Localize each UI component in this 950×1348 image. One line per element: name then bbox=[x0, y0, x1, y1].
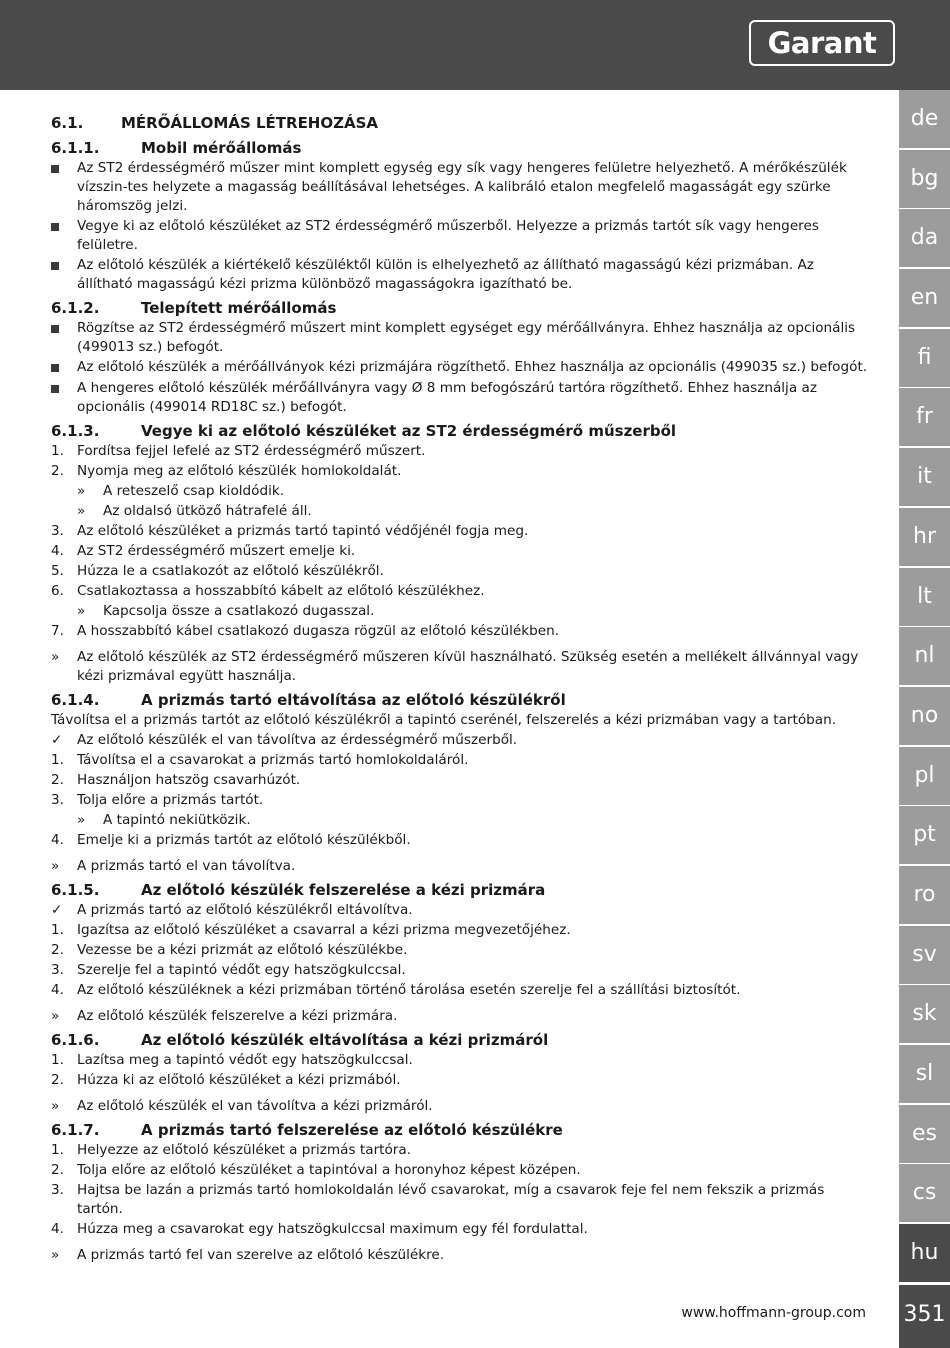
step-text: Húzza le a csatlakozót az előtoló készülékről. bbox=[77, 563, 384, 579]
subsection-title: Az előtoló készülék felszerelése a kézi prizmára bbox=[141, 881, 546, 899]
section-number: 6.1. bbox=[51, 114, 84, 132]
subsection-number: 6.1.3. bbox=[51, 422, 100, 440]
step-text: Használjon hatszög csavarhúzót. bbox=[77, 772, 301, 788]
lang-tab-da[interactable]: da bbox=[899, 209, 950, 267]
lang-tab-hr[interactable]: hr bbox=[899, 508, 950, 566]
step-number: 1. bbox=[51, 752, 64, 768]
section-title: MÉRŐÁLLOMÁS LÉTREHOZÁSA bbox=[121, 114, 379, 132]
final-result bbox=[51, 857, 871, 876]
page-number: 351 bbox=[899, 1285, 950, 1348]
bullet-square-icon bbox=[51, 319, 77, 357]
final-result bbox=[51, 1007, 871, 1026]
step-text: Hajtsa be lazán a prizmás tartó homlokoldalán lévő csavarokat, míg a csavarok feje fel nem fekszik a prizmás tartón. bbox=[77, 1182, 825, 1217]
step-item bbox=[51, 1141, 871, 1160]
step-number: 3. bbox=[51, 1182, 64, 1198]
bullet-text: Az ST2 érdességmérő műszer mint komplett egység egy sík vagy hengeres felületre helyezhető. A mérőkészülék vízszin-tes helyzete a magasság beállításával lehetséges. A kalibráló etalon megfelelő magasságát egy szürke háromszög jelzi. bbox=[77, 160, 847, 214]
step-item bbox=[51, 791, 871, 810]
step-number: 4. bbox=[51, 543, 64, 559]
step-text: Fordítsa fejjel lefelé az ST2 érdességmérő műszert. bbox=[77, 443, 426, 459]
step-item bbox=[51, 542, 871, 561]
step-item bbox=[51, 831, 871, 850]
step-item bbox=[51, 622, 871, 641]
result-marker-icon: » bbox=[51, 858, 60, 874]
step-text: Igazítsa az előtoló készüléket a csavarral a kézi prizma megvezetőjéhez. bbox=[77, 922, 571, 938]
subsection-heading bbox=[51, 422, 871, 441]
bullet-item bbox=[51, 319, 871, 357]
step-number: 2. bbox=[51, 1162, 64, 1178]
step-text: Húzza ki az előtoló készüléket a kézi prizmából. bbox=[77, 1072, 401, 1088]
lang-tab-en[interactable]: en bbox=[899, 269, 950, 327]
subsection-heading bbox=[51, 691, 871, 710]
step-text: Húzza meg a csavarokat egy hatszögkulccsal maximum egy fél fordulattal. bbox=[77, 1221, 588, 1237]
step-item bbox=[51, 1181, 871, 1219]
document-body bbox=[51, 114, 871, 1266]
step-item bbox=[51, 751, 871, 770]
step-text: Szerelje fel a tapintó védőt egy hatszögkulccsal. bbox=[77, 962, 406, 978]
step-text: Nyomja meg az előtoló készülék homlokoldalát. bbox=[77, 463, 402, 479]
bullet-item bbox=[51, 256, 871, 294]
step-text: Az előtoló készüléknek a kézi prizmában történő tárolása esetén szerelje fel a szállítási biztosítót. bbox=[77, 982, 741, 998]
final-result bbox=[51, 1097, 871, 1116]
page-header bbox=[0, 0, 950, 90]
step-number: 4. bbox=[51, 982, 64, 998]
bullet-square-icon bbox=[51, 217, 77, 255]
final-result bbox=[51, 1246, 871, 1265]
bullet-square-icon bbox=[51, 379, 77, 417]
subsection-number: 6.1.7. bbox=[51, 1121, 100, 1139]
subsection-number: 6.1.5. bbox=[51, 881, 100, 899]
step-number: 7. bbox=[51, 623, 64, 639]
lang-tab-es[interactable]: es bbox=[899, 1105, 950, 1163]
bullet-item bbox=[51, 379, 871, 417]
step-number: 1. bbox=[51, 922, 64, 938]
subsection-number: 6.1.6. bbox=[51, 1031, 100, 1049]
lang-tab-sk[interactable]: sk bbox=[899, 985, 950, 1043]
step-text: Csatlakoztassa a hosszabbító kábelt az előtoló készülékhez. bbox=[77, 583, 485, 599]
bullet-item bbox=[51, 358, 871, 378]
step-number: 6. bbox=[51, 583, 64, 599]
lang-tab-bg[interactable]: bg bbox=[899, 150, 950, 208]
step-result bbox=[77, 602, 871, 621]
subsection-heading bbox=[51, 881, 871, 900]
lang-tab-nl[interactable]: nl bbox=[899, 627, 950, 685]
step-text: Vezesse be a kézi prizmát az előtoló készülékbe. bbox=[77, 942, 408, 958]
footer-url[interactable]: www.hoffmann-group.com bbox=[681, 1305, 866, 1321]
step-text: Az ST2 érdességmérő műszert emelje ki. bbox=[77, 543, 356, 559]
subsection-title: A prizmás tartó felszerelése az előtoló készülékre bbox=[141, 1121, 563, 1139]
step-item bbox=[51, 981, 871, 1000]
lang-tab-fi[interactable]: fi bbox=[899, 329, 950, 387]
subsection-title: Az előtoló készülék eltávolítása a kézi prizmáról bbox=[141, 1031, 549, 1049]
precondition bbox=[51, 731, 871, 750]
bullet-text: A hengeres előtoló készülék mérőállványra vagy Ø 8 mm befogószárú tartóra rögzíthető. Ehhez használja az opcionális (499014 RD18C sz.) befogót. bbox=[77, 380, 817, 415]
section-heading bbox=[51, 114, 871, 133]
final-result bbox=[51, 648, 871, 686]
result-text: Az oldalsó ütköző hátrafelé áll. bbox=[103, 503, 312, 519]
lang-tab-lt[interactable]: lt bbox=[899, 568, 950, 626]
result-text: A prizmás tartó el van távolítva. bbox=[77, 858, 296, 874]
lang-tab-ro[interactable]: ro bbox=[899, 866, 950, 924]
garant-logo: Garant bbox=[749, 20, 895, 66]
step-text: Lazítsa meg a tapintó védőt egy hatszögkulccsal. bbox=[77, 1052, 413, 1068]
subsection-heading bbox=[51, 1031, 871, 1050]
bullet-square-icon bbox=[51, 256, 77, 294]
result-text: A tapintó nekiütközik. bbox=[103, 812, 251, 828]
step-item bbox=[51, 582, 871, 601]
intro-paragraph: Távolítsa el a prizmás tartót az előtoló készülékről a tapintó cserénél, felszerelés a kézi prizmában vagy a tartóban. bbox=[51, 712, 837, 728]
result-marker-icon: » bbox=[51, 1247, 60, 1263]
step-number: 3. bbox=[51, 523, 64, 539]
step-text: Helyezze az előtoló készüléket a prizmás tartóra. bbox=[77, 1142, 412, 1158]
subsection-title: Vegye ki az előtoló készüléket az ST2 érdességmérő műszerből bbox=[141, 422, 677, 440]
step-result bbox=[77, 811, 871, 830]
step-item bbox=[51, 941, 871, 960]
result-marker-icon: » bbox=[51, 649, 60, 665]
subsection-title: A prizmás tartó eltávolítása az előtoló készülékről bbox=[141, 691, 566, 709]
step-number: 1. bbox=[51, 1052, 64, 1068]
step-text: A hosszabbító kábel csatlakozó dugasza rögzül az előtoló készülékben. bbox=[77, 623, 560, 639]
result-marker-icon: » bbox=[77, 483, 86, 499]
bullet-text: Az előtoló készülék a kiértékelő készüléktől külön is elhelyezhető az állítható magasságú kézi prizmában. Az állítható magasságú kézi prizma különböző magasságokra igazítható be. bbox=[77, 257, 814, 292]
step-text: Emelje ki a prizmás tartót az előtoló készülékből. bbox=[77, 832, 411, 848]
step-number: 1. bbox=[51, 1142, 64, 1158]
result-marker-icon: » bbox=[51, 1008, 60, 1024]
subsection-number: 6.1.2. bbox=[51, 299, 100, 317]
step-item bbox=[51, 1051, 871, 1070]
step-item bbox=[51, 1161, 871, 1180]
check-icon: ✓ bbox=[51, 732, 63, 748]
lang-tab-sl[interactable]: sl bbox=[899, 1045, 950, 1103]
step-number: 1. bbox=[51, 443, 64, 459]
step-number: 2. bbox=[51, 942, 64, 958]
step-number: 4. bbox=[51, 832, 64, 848]
bullet-text: Rögzítse az ST2 érdességmérő műszert mint komplett egységet egy mérőállványra. Ehhez használja az opcionális (499013 sz.) befogót. bbox=[77, 320, 856, 355]
result-text: A prizmás tartó fel van szerelve az előtoló készülékre. bbox=[77, 1247, 445, 1263]
step-number: 2. bbox=[51, 1072, 64, 1088]
step-number: 2. bbox=[51, 463, 64, 479]
result-marker-icon: » bbox=[77, 503, 86, 519]
step-text: Tolja előre a prizmás tartót. bbox=[77, 792, 264, 808]
result-marker-icon: » bbox=[77, 812, 86, 828]
lang-tab-it[interactable]: it bbox=[899, 448, 950, 506]
step-number: 3. bbox=[51, 792, 64, 808]
lang-tab-de[interactable]: de bbox=[899, 90, 950, 148]
result-text: Kapcsolja össze a csatlakozó dugasszal. bbox=[103, 603, 375, 619]
lang-tab-cs[interactable]: cs bbox=[899, 1164, 950, 1222]
lang-tab-fr[interactable]: fr bbox=[899, 388, 950, 446]
subsection-number: 6.1.1. bbox=[51, 139, 100, 157]
step-number: 5. bbox=[51, 563, 64, 579]
step-item bbox=[51, 442, 871, 461]
step-item bbox=[51, 961, 871, 980]
step-item bbox=[51, 1071, 871, 1090]
step-number: 3. bbox=[51, 962, 64, 978]
subsection-title: Telepített mérőállomás bbox=[141, 299, 337, 317]
bullet-square-icon bbox=[51, 358, 77, 378]
bullet-square-icon bbox=[51, 159, 77, 216]
step-text: Az előtoló készüléket a prizmás tartó tapintó védőjénél fogja meg. bbox=[77, 523, 529, 539]
lang-tab-no[interactable]: no bbox=[899, 687, 950, 745]
result-marker-icon: » bbox=[77, 603, 86, 619]
subsection-heading bbox=[51, 139, 871, 158]
lang-tab-pt[interactable]: pt bbox=[899, 806, 950, 864]
subsection-number: 6.1.4. bbox=[51, 691, 100, 709]
step-number: 2. bbox=[51, 772, 64, 788]
subsection-heading bbox=[51, 299, 871, 318]
bullet-item bbox=[51, 159, 871, 216]
result-text: Az előtoló készülék el van távolítva a kézi prizmáról. bbox=[77, 1098, 433, 1114]
step-result bbox=[77, 482, 871, 501]
step-item bbox=[51, 562, 871, 581]
subsection-title: Mobil mérőállomás bbox=[141, 139, 302, 157]
precondition bbox=[51, 901, 871, 920]
step-result bbox=[77, 502, 871, 521]
language-tabs bbox=[899, 90, 950, 1284]
step-item bbox=[51, 1220, 871, 1239]
precondition-text: Az előtoló készülék el van távolítva az érdességmérő műszerből. bbox=[77, 732, 518, 748]
bullet-text: Az előtoló készülék a mérőállványok kézi prizmájára rögzíthető. Ehhez használja az opcionális (499035 sz.) befogót. bbox=[77, 359, 868, 375]
step-item bbox=[51, 462, 871, 481]
step-item bbox=[51, 771, 871, 790]
step-number: 4. bbox=[51, 1221, 64, 1237]
bullet-text: Vegye ki az előtoló készüléket az ST2 érdességmérő műszerből. Helyezze a prizmás tartót sík vagy hengeres felületre. bbox=[77, 218, 819, 253]
check-icon: ✓ bbox=[51, 902, 63, 918]
precondition-text: A prizmás tartó az előtoló készülékről eltávolítva. bbox=[77, 902, 413, 918]
step-item bbox=[51, 522, 871, 541]
result-text: Az előtoló készülék felszerelve a kézi prizmára. bbox=[77, 1008, 398, 1024]
result-text: Az előtoló készülék az ST2 érdességmérő műszeren kívül használható. Szükség esetén a mellékelt állvánnyal vagy kézi prizmával együtt használja. bbox=[77, 649, 859, 684]
subsection-heading bbox=[51, 1121, 871, 1140]
step-text: Tolja előre az előtoló készüléket a tapintóval a horonyhoz képest középen. bbox=[77, 1162, 581, 1178]
lang-tab-hu[interactable]: hu bbox=[899, 1224, 950, 1282]
bullet-item bbox=[51, 217, 871, 255]
step-text: Távolítsa el a csavarokat a prizmás tartó homlokoldaláról. bbox=[77, 752, 469, 768]
result-text: A reteszelő csap kioldódik. bbox=[103, 483, 285, 499]
result-marker-icon: » bbox=[51, 1098, 60, 1114]
lang-tab-pl[interactable]: pl bbox=[899, 747, 950, 805]
lang-tab-sv[interactable]: sv bbox=[899, 926, 950, 984]
step-item bbox=[51, 921, 871, 940]
